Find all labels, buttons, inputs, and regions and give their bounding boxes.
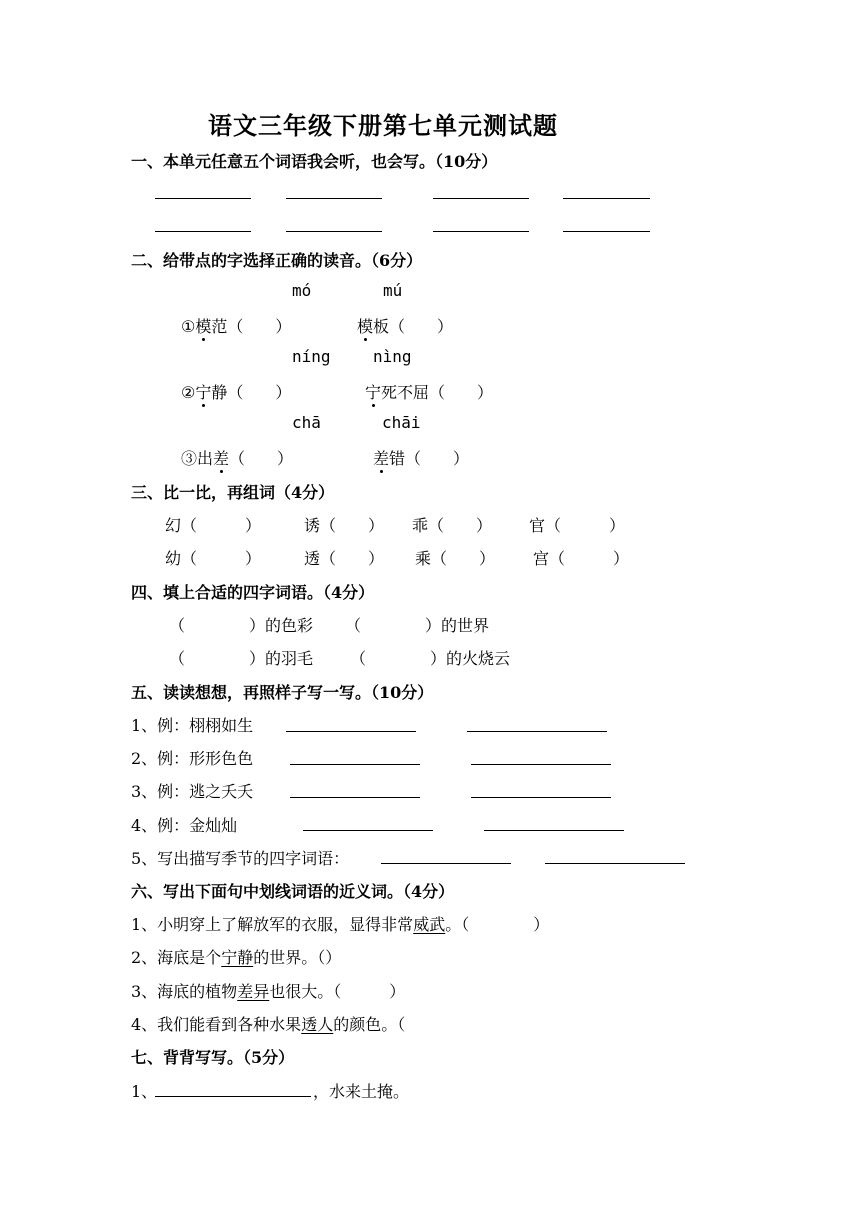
pinyin-option: nìng bbox=[373, 347, 412, 366]
answer-line[interactable] bbox=[286, 731, 416, 732]
reading-item-3a: ③出差（ ） bbox=[181, 446, 293, 469]
answer-line[interactable] bbox=[303, 830, 433, 831]
pinyin-option: mó bbox=[292, 281, 312, 300]
section-3-heading: 三、比一比，再组词（4分） bbox=[131, 483, 335, 502]
answer-line[interactable] bbox=[467, 731, 607, 732]
answer-line[interactable] bbox=[545, 863, 685, 864]
answer-line[interactable] bbox=[433, 198, 529, 199]
section-1-heading: 一、本单元任意五个词语我会听，也会写。（10分） bbox=[131, 152, 498, 171]
answer-line[interactable] bbox=[381, 863, 511, 864]
pinyin-option: níng bbox=[292, 347, 331, 366]
synonym-item-1: 1、小明穿上了解放军的衣服，显得非常威武。（ ） bbox=[131, 915, 550, 934]
page-title: 语文三年级下册第七单元测试题 bbox=[208, 111, 558, 140]
compare-item: 幼（ ） bbox=[165, 549, 262, 568]
answer-line[interactable] bbox=[563, 231, 650, 232]
pinyin-option: chāi bbox=[382, 413, 421, 432]
compare-item: 官（ ） bbox=[529, 516, 626, 535]
section-5-heading: 五、读读想想，再照样子写一写。（10分） bbox=[131, 683, 434, 702]
answer-line[interactable] bbox=[290, 797, 420, 798]
answer-line[interactable] bbox=[563, 198, 650, 199]
reading-item-2a: ②宁静（ ） bbox=[181, 380, 291, 403]
answer-line[interactable] bbox=[155, 198, 251, 199]
reading-item-2b: 宁死不屈（ ） bbox=[365, 380, 493, 403]
answer-line[interactable] bbox=[155, 231, 251, 232]
recite-item-text: ，水来土掩。 bbox=[313, 1082, 410, 1101]
answer-line[interactable] bbox=[286, 231, 382, 232]
compare-item: 诱（ ） bbox=[304, 516, 385, 535]
reading-item-3b: 差错（ ） bbox=[373, 446, 469, 469]
example-item: 2、例：形形色色 bbox=[131, 749, 254, 768]
compare-item: 幻（ ） bbox=[165, 516, 262, 535]
synonym-item-4: 4、我们能看到各种水果透人的颜色。（ bbox=[131, 1015, 406, 1034]
answer-line[interactable] bbox=[286, 198, 382, 199]
recite-item-num: 1、 bbox=[131, 1082, 158, 1101]
answer-line[interactable] bbox=[433, 231, 529, 232]
fill-item: （ ）的色彩 bbox=[169, 616, 314, 635]
compare-item: 乖（ ） bbox=[412, 516, 493, 535]
compare-item: 乘（ ） bbox=[415, 549, 496, 568]
reading-item-1b: 模板（ ） bbox=[357, 314, 453, 337]
answer-line[interactable] bbox=[471, 764, 611, 765]
example-item: 4、例：金灿灿 bbox=[131, 816, 238, 835]
compare-item: 透（ ） bbox=[304, 549, 385, 568]
answer-line[interactable] bbox=[290, 764, 420, 765]
synonym-item-2: 2、海底是个宁静的世界。（） bbox=[131, 948, 342, 967]
example-item: 5、写出描写季节的四字词语： bbox=[131, 849, 350, 868]
compare-item: 宫（ ） bbox=[533, 549, 630, 568]
fill-item: （ ）的世界 bbox=[345, 616, 490, 635]
fill-item: （ ）的火烧云 bbox=[350, 649, 511, 668]
section-2-heading: 二、给带点的字选择正确的读音。（6分） bbox=[131, 251, 423, 270]
section-4-heading: 四、填上合适的四字词语。（4分） bbox=[131, 583, 375, 602]
fill-item: （ ）的羽毛 bbox=[169, 649, 314, 668]
example-item: 1、例：栩栩如生 bbox=[131, 716, 254, 735]
pinyin-option: mú bbox=[383, 281, 403, 300]
answer-line[interactable] bbox=[484, 830, 624, 831]
synonym-item-3: 3、海底的植物差异也很大。（ ） bbox=[131, 982, 406, 1001]
pinyin-option: chā bbox=[292, 413, 321, 432]
reading-item-1a: ①模范（ ） bbox=[181, 314, 291, 337]
example-item: 3、例：逃之夭夭 bbox=[131, 782, 254, 801]
answer-line[interactable] bbox=[155, 1096, 311, 1097]
answer-line[interactable] bbox=[471, 797, 611, 798]
section-6-heading: 六、写出下面句中划线词语的近义词。（4分） bbox=[131, 882, 455, 901]
section-7-heading: 七、背背写写。（5分） bbox=[131, 1048, 295, 1067]
